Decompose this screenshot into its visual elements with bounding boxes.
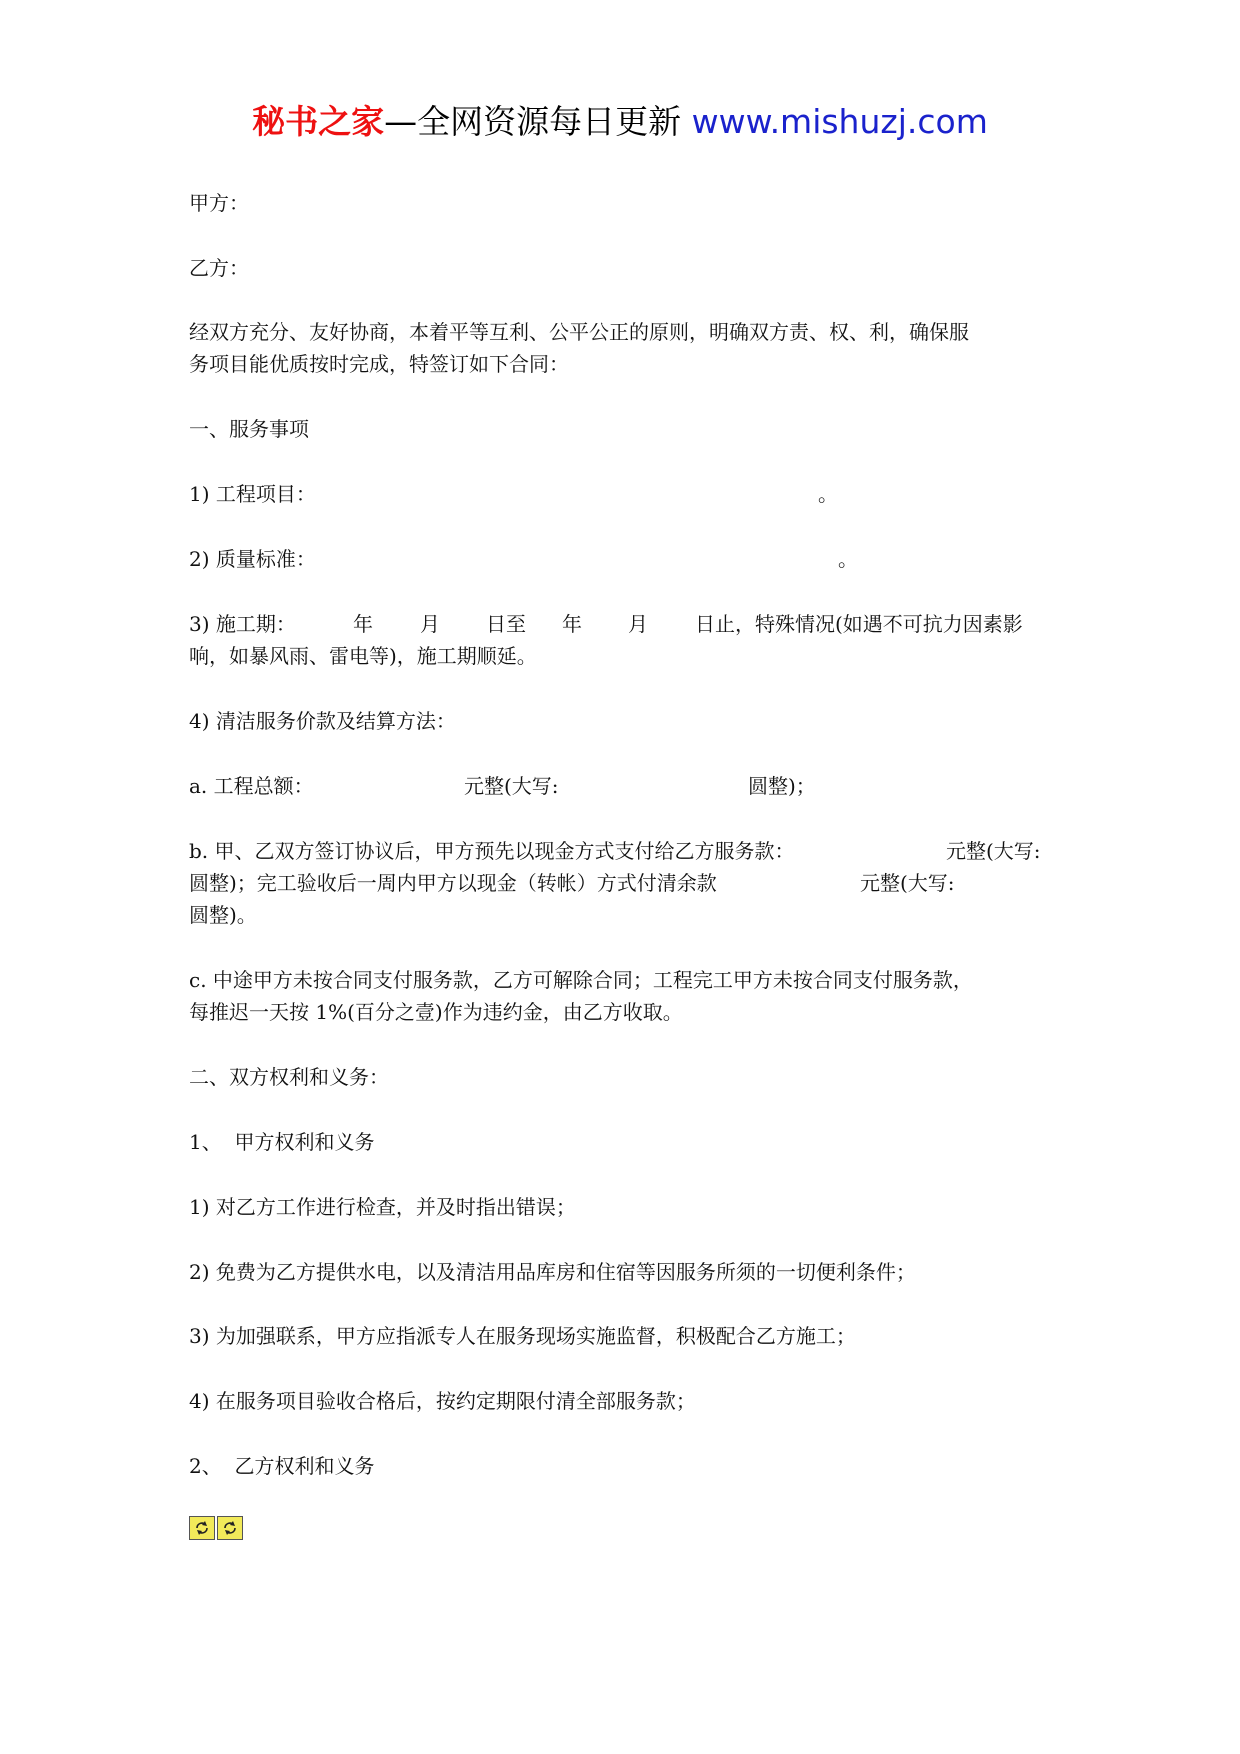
subsection-title: 2、 乙方权利和义务 [189,1454,375,1478]
item-quality-end: 。 [838,547,858,571]
subsection-title: 1、 甲方权利和义务 [189,1130,375,1154]
item-quality-label: 2) 质量标准： [189,547,316,571]
breach-line: 每推迟一天按 1%(百分之壹)作为违约金，由乙方收取。 [189,1000,683,1024]
price-method-title: 4) 清洁服务价款及结算方法： [189,709,456,733]
brand-name: 秘书之家 [252,102,385,141]
duty-item: 3) 为加强联系，甲方应指派专人在服务现场实施监督，积极配合乙方施工； [189,1324,856,1348]
total-amount-end: 圆整)； [748,774,816,798]
section-title: 一、服务事项 [189,417,309,441]
period-month-start: 月 [420,612,440,636]
duty-item: 4) 在服务项目验收合格后，按约定期限付清全部服务款； [189,1389,696,1413]
period-year-end: 年 [562,612,582,636]
intro-paragraph-line: 务项目能优质按时完成，特签订如下合同： [189,352,569,376]
party-b-label: 乙方： [189,256,249,280]
breach-line: c. 中途甲方未按合同支付服务款，乙方可解除合同；工程完工甲方未按合同支付服务款， [189,968,973,992]
party-a-label: 甲方： [189,191,249,215]
payment-line: 圆整)；完工验收后一周内甲方以现金（转帐）方式付清余款 [189,871,717,895]
total-amount-label: a. 工程总额： [189,774,314,798]
duty-item: 2) 免费为乙方提供水电，以及清洁用品库房和住宿等因服务所须的一切便利条件； [189,1260,916,1284]
page-header [0,100,1240,144]
payment-line: b. 甲、乙双方签订协议后，甲方预先以现金方式支付给乙方服务款： [189,839,795,863]
period-note: 响，如暴风雨、雷电等)，施工期顺延。 [189,644,537,668]
header-slogan: —全网资源每日更新 [384,102,682,141]
period-day-start: 日至 [486,612,526,636]
embedded-icons [189,1516,243,1540]
item-project-end: 。 [818,482,838,506]
payment-line: 圆整)。 [189,903,257,927]
period-month-end: 月 [628,612,648,636]
refresh-arrows-icon[interactable] [217,1516,243,1540]
item-project-label: 1) 工程项目： [189,482,316,506]
refresh-arrows-icon[interactable] [189,1516,215,1540]
period-year-start: 年 [353,612,373,636]
site-link[interactable]: www.mishuzj.com [691,102,988,141]
item-period-label: 3) 施工期： [189,612,296,636]
period-day-end: 日止，特殊情况(如遇不可抗力因素影 [695,612,1023,636]
section-title: 二、双方权利和义务： [189,1065,389,1089]
total-amount-yuan: 元整(大写: [464,774,559,798]
payment-yuan: 元整(大写: [860,871,955,895]
duty-item: 1) 对乙方工作进行检查，并及时指出错误； [189,1195,576,1219]
intro-paragraph-line: 经双方充分、友好协商，本着平等互利、公平公正的原则，明确双方责、权、利，确保服 [189,320,969,344]
payment-yuan: 元整(大写: [946,839,1041,863]
